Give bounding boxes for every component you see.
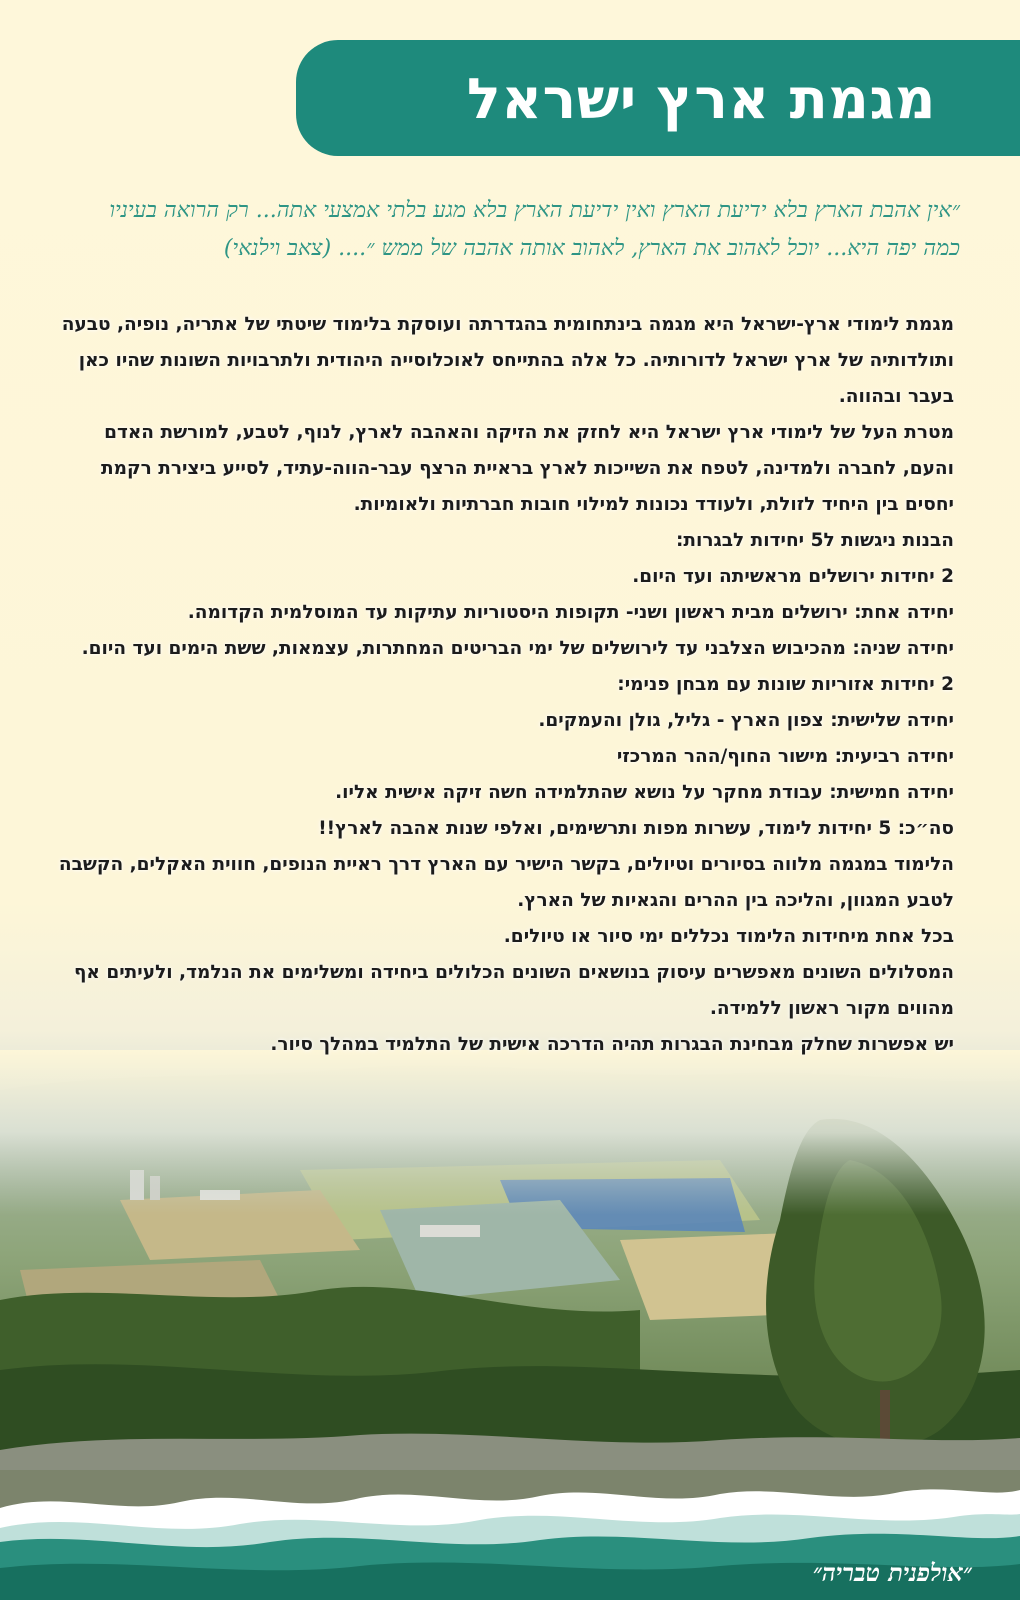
paragraph: יחידה חמישית: עבודת מחקר על נושא שהתלמידה חשה זיקה אישית אליו. — [335, 782, 954, 803]
paragraph: הבנות ניגשות ל5 יחידות לבגרות: — [675, 530, 954, 551]
paragraph: 2 יחידות ירושלים מראשיתה ועד היום. — [632, 566, 954, 587]
intro-quote: ״אין אהבת הארץ בלא ידיעת הארץ ואין ידיעת הארץ בלא מגע בלתי אמצעי אתה... רק הרואה בעיניו כמה יפה היא... יוכל לאהוב את הארץ, לאהוב אותה אהבה של ממש ״.... (צאב וילנאי) — [109, 198, 960, 261]
paragraph: המסלולים השונים מאפשרים עיסוק בנושאים השונים הכלולים ביחידה ומשלימים את הנלמד, ולעיתים אף מהווים מקור ראשון ללמידה. — [73, 962, 954, 1019]
paragraph: יחידה רביעית: מישור החוף/ההר המרכזי — [616, 746, 954, 767]
page-title: מגמת ארץ ישראל — [466, 67, 936, 132]
paragraph: יש אפשרות שחלק מבחינת הבגרות תהיה הדרכה אישית של התלמיד במהלך סיור. — [270, 1034, 954, 1055]
paragraph: מטרת העל של לימודי ארץ ישראל היא לחזק את הזיקה והאהבה לארץ, לנוף, לטבע, למורשת האדם והעם, לחברה ולמדינה, לטפח את השייכות לארץ בראיית הרצף עבר-הווה-עתיד, לסייע ביצירת רקמת יחסים בין היחיד לזולת, ולעודד נכונות למילוי חובות חברתיות ולאומיות. — [100, 422, 954, 515]
paragraph: סה״כ: 5 יחידות לימוד, עשרות מפות ותרשימים, ואלפי שנות אהבה לארץ!! — [318, 818, 954, 839]
paragraph: יחידה שלישית: צפון הארץ - גליל, גולן והעמקים. — [538, 710, 954, 731]
paragraph: מגמת לימודי ארץ-ישראל היא מגמה בינתחומית בהגדרתה ועוסקת בלימוד שיטתי של אתריה, נופיה, טבעה ותולדותיה של ארץ ישראל לדורותיה. כל אלה בהתייחס לאוכלוסייה היהודית ולתרבויות השונות שהיו כאן בעבר ובהווה. — [61, 314, 954, 407]
paragraph: יחידה אחת: ירושלים מבית ראשון ושני- תקופות היסטוריות עתיקות עד המוסלמית הקדומה. — [187, 602, 954, 623]
paragraph: 2 יחידות אזוריות שונות עם מבחן פנימי: — [617, 674, 954, 695]
paragraph: בכל אחת מיחידות הלימוד נכללים ימי סיור או טיולים. — [503, 926, 954, 947]
school-name: ״אולפנית טבריה״ — [812, 1558, 972, 1587]
paragraph: הלימוד במגמה מלווה בסיורים וטיולים, בקשר הישיר עם הארץ דרך ראיית הנופים, חווית האקלים, הקשבה לטבע המגוון, והליכה בין ההרים והגאיות של הארץ. — [58, 854, 954, 911]
paragraph: יחידה שניה: מהכיבוש הצלבני עד לירושלים של ימי הבריטים המחתרות, עצמאות, ששת הימים ועד היום. — [81, 638, 954, 659]
body-text — [48, 307, 954, 1063]
